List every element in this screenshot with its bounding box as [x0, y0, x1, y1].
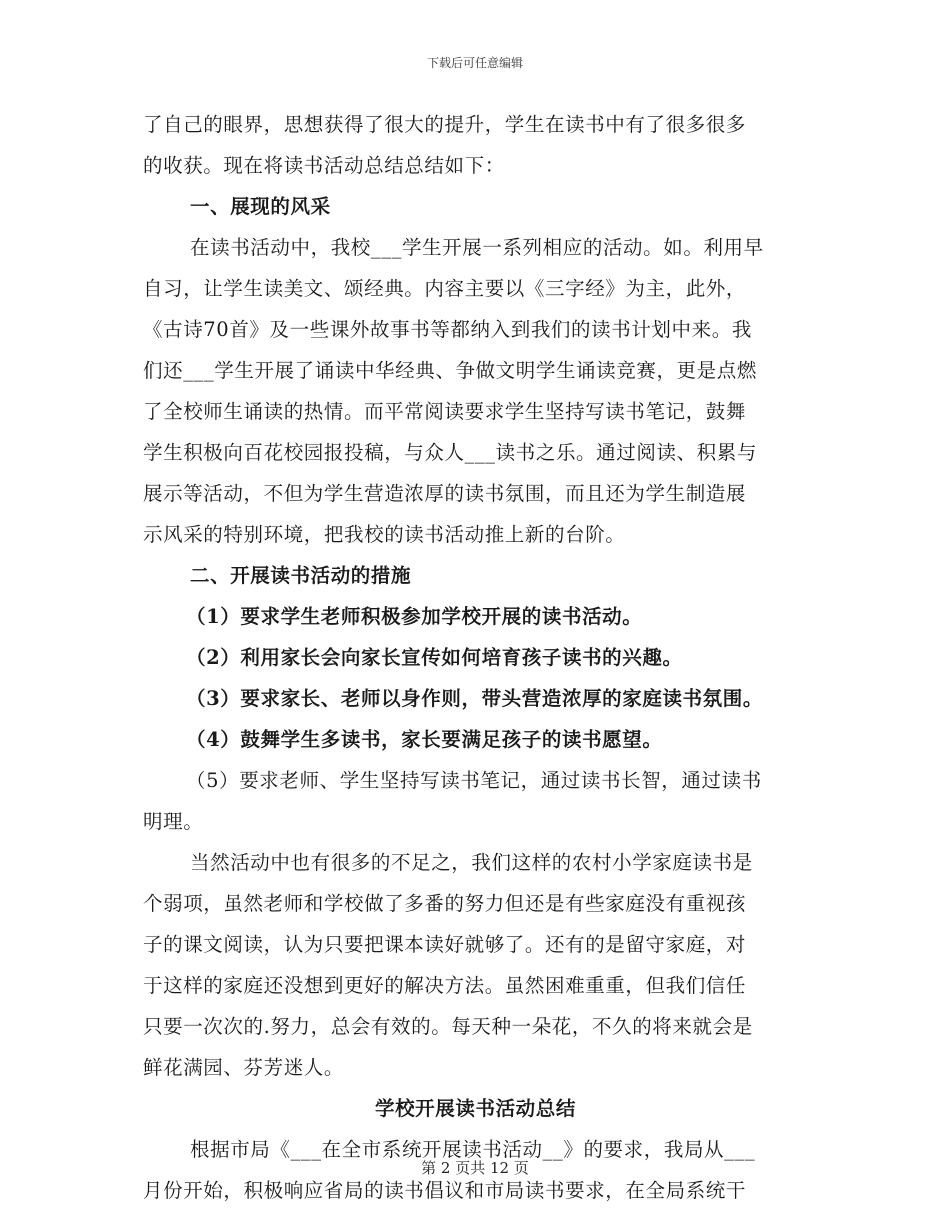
paragraph-line: 《古诗70首》及一些课外故事书等都纳入到我们的读书计划中来。我 [143, 318, 752, 341]
paragraph-line: 自习，让学生读美文、颂经典。内容主要以《三字经》为主，此外， [143, 277, 747, 300]
heading-line: （2）利用家长会向家长宣传如何培育孩子读书的兴趣。 [186, 646, 683, 669]
section-title: 学校开展读书活动总结 [374, 1097, 576, 1120]
heading-line: （1）要求学生老师积极参加学校开展的读书活动。 [186, 605, 643, 628]
paragraph-line: （5）要求老师、学生坚持写读书笔记，通过读书长智，通过读书 [186, 769, 762, 792]
paragraph-line: 了全校师生诵读的热情。而平常阅读要求学生坚持写读书笔记，鼓舞 [143, 400, 747, 423]
paragraph-line: 明理。 [143, 810, 204, 833]
paragraph-line: 月份开始，积极响应省局的读书倡议和市局读书要求，在全局系统干 [143, 1179, 747, 1202]
document-body [143, 104, 808, 1211]
heading-line: 一、展现的风采 [190, 195, 331, 218]
heading-line: （4）鼓舞学生多读书，家长要满足孩子的读书愿望。 [186, 728, 663, 751]
paragraph-line: 根据市局《___在全市系统开展读书活动__》的要求，我局从___ [190, 1138, 756, 1161]
page-footer: 第 2 页共 12 页 [421, 1159, 529, 1177]
page-header: 下载后可任意编辑 [426, 56, 523, 70]
paragraph-line: 于这样的家庭还没想到更好的解决方法。虽然困难重重，但我们信任 [143, 974, 747, 997]
paragraph-line: 个弱项，虽然老师和学校做了多番的努力但还是有些家庭没有重视孩 [143, 892, 747, 915]
heading-line: （3）要求家长、老师以身作则，带头营造浓厚的家庭读书氛围。 [186, 687, 763, 710]
paragraph-line: 在读书活动中，我校___学生开展一系列相应的活动。如。利用早 [190, 236, 764, 259]
paragraph-line: 学生积极向百花校园报投稿，与众人___读书之乐。通过阅读、积累与 [143, 441, 757, 464]
paragraph-line: 当然活动中也有很多的不足之，我们这样的农村小学家庭读书是 [190, 851, 753, 874]
paragraph-line: 示风采的特别环境，把我校的读书活动推上新的台阶。 [143, 523, 626, 546]
paragraph-line: 的收获。现在将读书活动总结总结如下： [143, 154, 505, 177]
heading-line: 二、开展读书活动的措施 [190, 564, 412, 587]
paragraph-line: 了自己的眼界，思想获得了很大的提升，学生在读书中有了很多很多 [143, 113, 747, 136]
paragraph-line: 展示等活动，不但为学生营造浓厚的读书氛围，而且还为学生制造展 [143, 482, 747, 505]
paragraph-line: 子的课文阅读，认为只要把课本读好就够了。还有的是留守家庭，对 [143, 933, 747, 956]
paragraph-line: 只要一次次的.努力，总会有效的。每天种一朵花，不久的将来就会是 [143, 1015, 753, 1038]
paragraph-line: 鲜花满园、芬芳迷人。 [143, 1056, 345, 1079]
paragraph-line: 们还___学生开展了诵读中华经典、争做文明学生诵读竞赛，更是点燃 [143, 359, 757, 382]
